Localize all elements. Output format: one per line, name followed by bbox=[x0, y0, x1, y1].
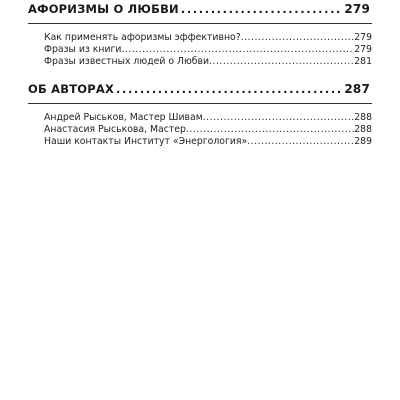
toc-entry[interactable] bbox=[44, 32, 372, 44]
toc-entry-page-number: 289 bbox=[354, 136, 372, 147]
toc-entry-page-number: 288 bbox=[354, 112, 372, 123]
toc-entry[interactable] bbox=[44, 112, 372, 124]
dot-leader bbox=[181, 2, 342, 16]
section-title: ОБ АВТОРАХ bbox=[28, 82, 115, 96]
section-title: АФОРИЗМЫ О ЛЮБВИ bbox=[28, 2, 179, 16]
toc-entry[interactable] bbox=[44, 44, 372, 56]
dot-leader bbox=[209, 56, 354, 68]
toc-entry-label: Фразы известных людей о Любви bbox=[44, 56, 210, 67]
dot-leader bbox=[121, 44, 354, 56]
toc-section-aphorisms bbox=[0, 2, 400, 68]
section-divider bbox=[28, 23, 372, 24]
toc-entry-page-number: 279 bbox=[354, 44, 372, 55]
section-page-number: 279 bbox=[344, 2, 370, 16]
toc-entry-label: Фразы из книги bbox=[44, 44, 122, 55]
toc-entry-label: Как применять афоризмы эффективно? bbox=[44, 32, 241, 43]
section-page-number: 287 bbox=[344, 82, 370, 96]
dot-leader bbox=[116, 82, 342, 96]
toc-entry[interactable] bbox=[44, 136, 372, 148]
section-heading[interactable] bbox=[28, 2, 370, 18]
toc-entry-label: Наши контакты Институт «Энергология» bbox=[44, 136, 248, 147]
toc-entry-page-number: 288 bbox=[354, 124, 372, 135]
toc-entry-page-number: 281 bbox=[354, 56, 372, 67]
toc-entry-page-number: 279 bbox=[354, 32, 372, 43]
toc-entry-list bbox=[44, 32, 372, 68]
toc-entry-list bbox=[44, 112, 372, 148]
section-heading[interactable] bbox=[28, 82, 370, 98]
toc-entry-label: Андрей Рыськов, Мастер Шивам bbox=[44, 112, 203, 123]
dot-leader bbox=[241, 32, 355, 44]
dot-leader bbox=[203, 112, 355, 124]
toc-entry[interactable] bbox=[44, 124, 372, 136]
toc-section-about-authors bbox=[0, 82, 400, 148]
toc-entry[interactable] bbox=[44, 56, 372, 68]
dot-leader bbox=[247, 136, 354, 148]
section-divider bbox=[28, 103, 372, 104]
toc-entry-label: Анастасия Рыськова, Мастер bbox=[44, 124, 186, 135]
dot-leader bbox=[186, 124, 354, 136]
